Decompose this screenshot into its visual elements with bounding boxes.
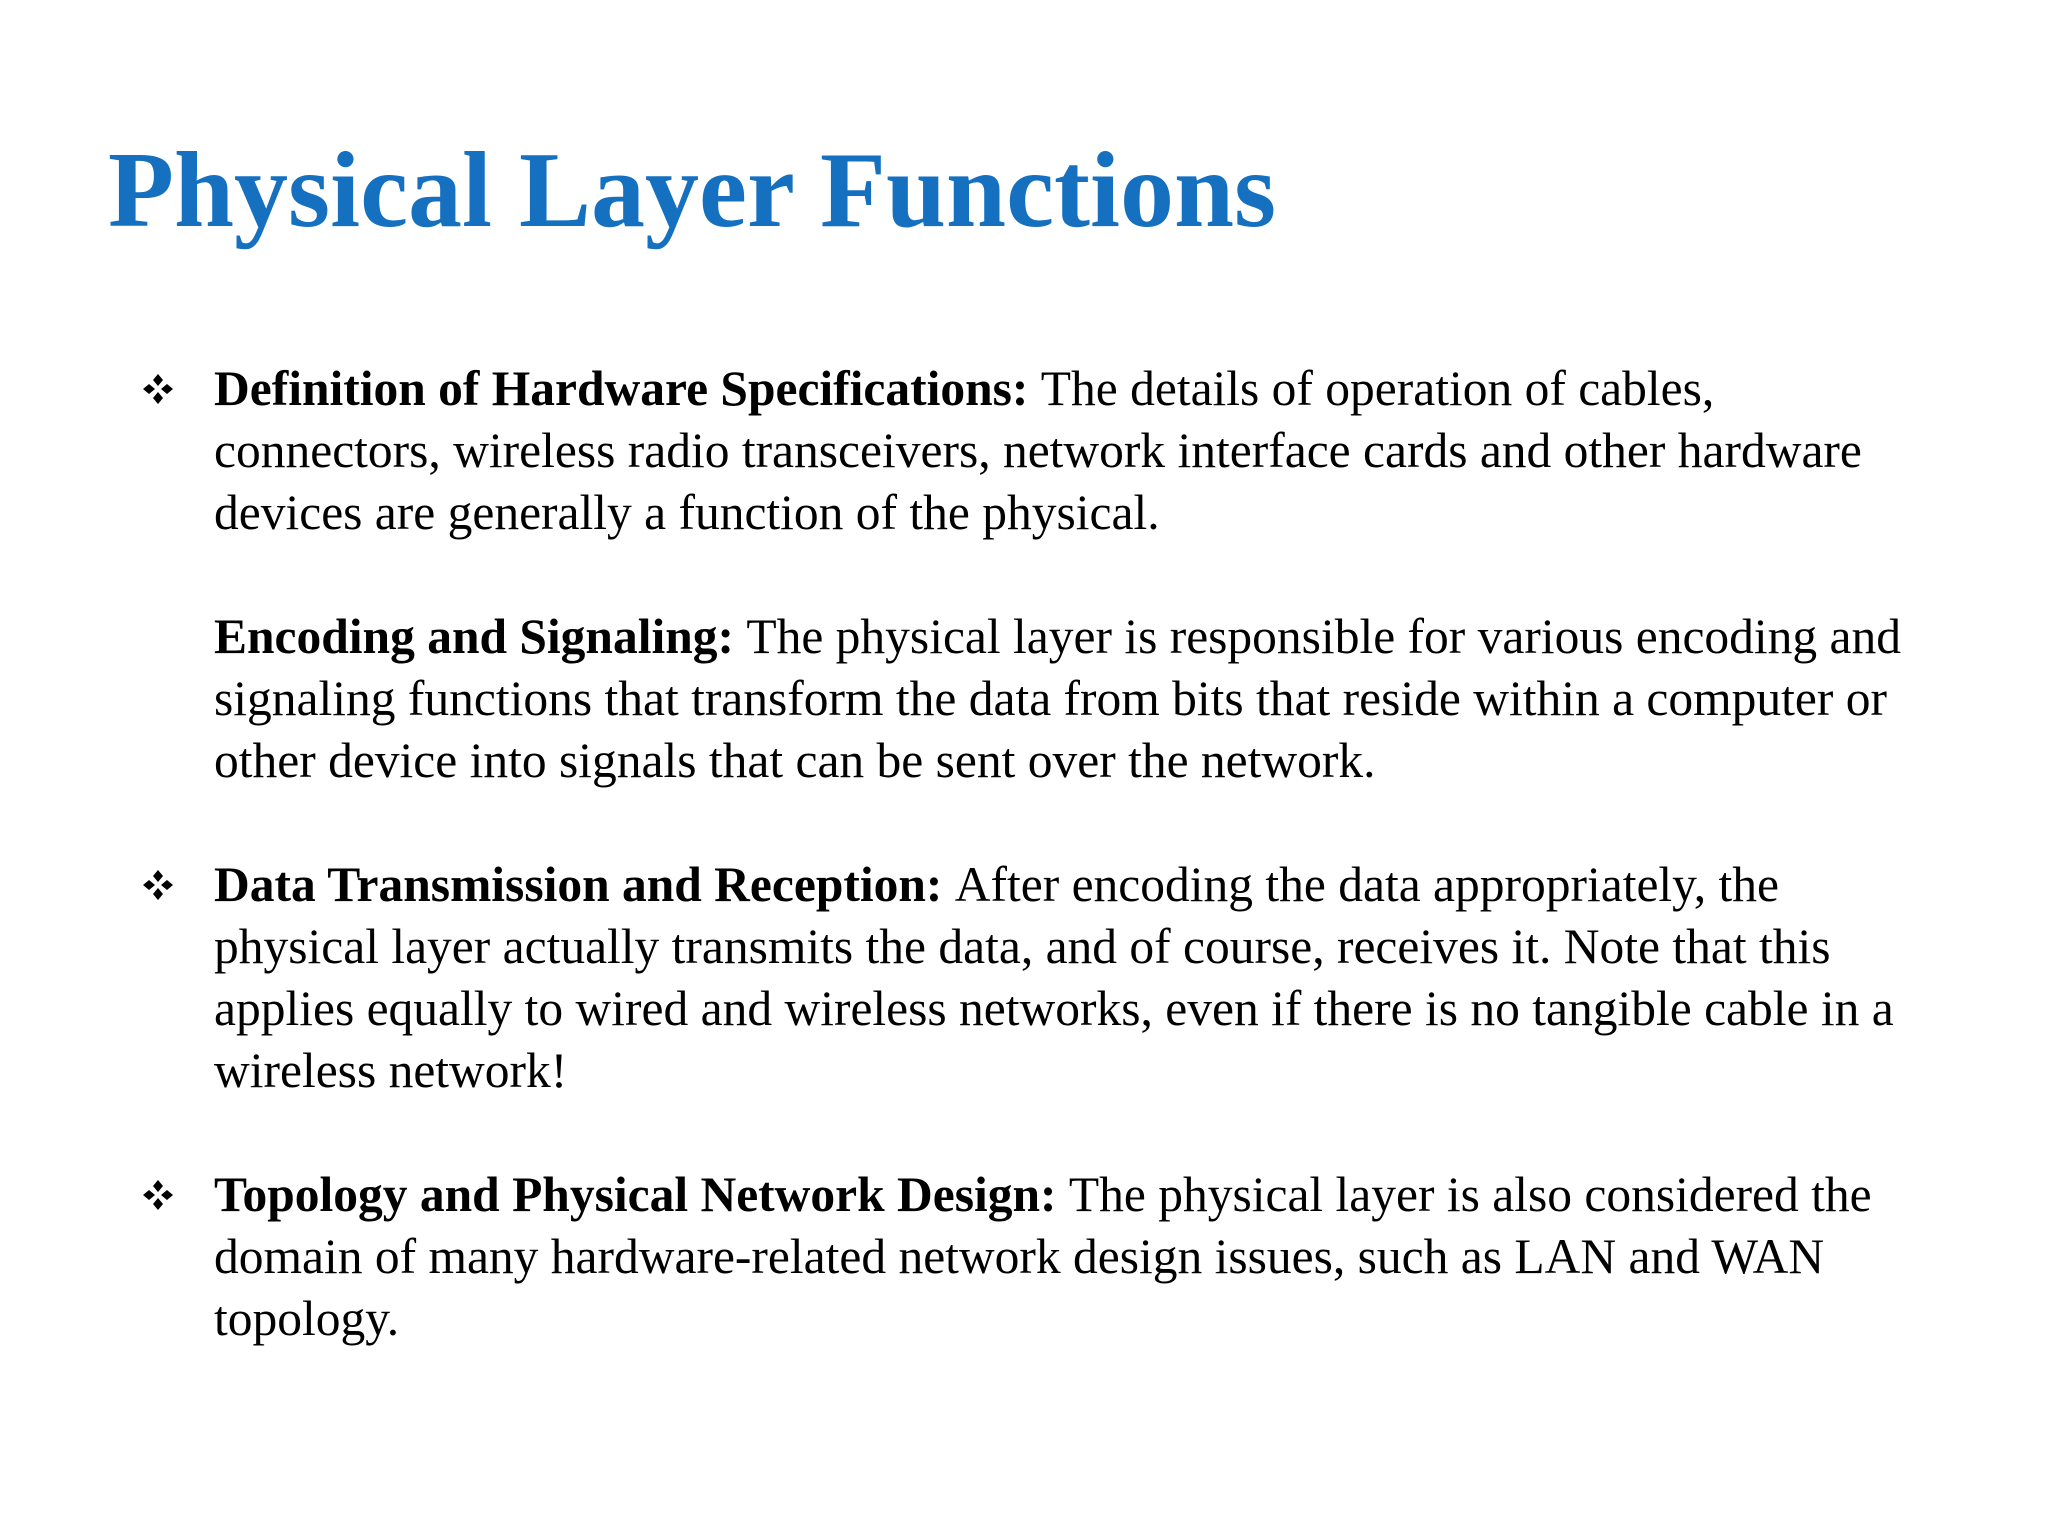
item-label: Data Transmission and Reception:	[214, 857, 955, 912]
item-label: Definition of Hardware Specifications:	[214, 361, 1041, 416]
list-item-data-transmission	[138, 854, 1938, 1102]
four-diamond-bullet-icon	[138, 358, 178, 420]
item-text: The physical layer is responsible for various encoding and signaling functions that transform the data from bits that reside within a computer or other device into signals that can be sent over the network.	[214, 609, 1902, 788]
item-text: The details of operation of cables, connectors, wireless radio transceivers, network interface cards and other hardware devices are generally a function of the physical.	[214, 361, 1862, 540]
item-label: Encoding and Signaling:	[214, 609, 747, 664]
four-diamond-bullet-icon	[138, 1164, 178, 1226]
slide-body	[138, 358, 1938, 1350]
item-text: After encoding the data appropriately, the physical layer actually transmits the data, and of course, receives it. Note that this applies equally to wired and wireless networks, even if there is no tangible cable in a wireless network!	[214, 857, 1894, 1098]
list-item-topology-design	[138, 1164, 1938, 1350]
list-item-hardware-specifications	[138, 358, 1938, 544]
list-item-encoding-signaling	[138, 606, 1938, 792]
item-label: Topology and Physical Network Design:	[214, 1167, 1069, 1222]
slide-title: Physical Layer Functions	[108, 131, 1277, 250]
item-text: The physical layer is also considered the domain of many hardware-related network design issues, such as LAN and WAN topology.	[214, 1167, 1872, 1346]
four-diamond-bullet-icon	[138, 854, 178, 916]
